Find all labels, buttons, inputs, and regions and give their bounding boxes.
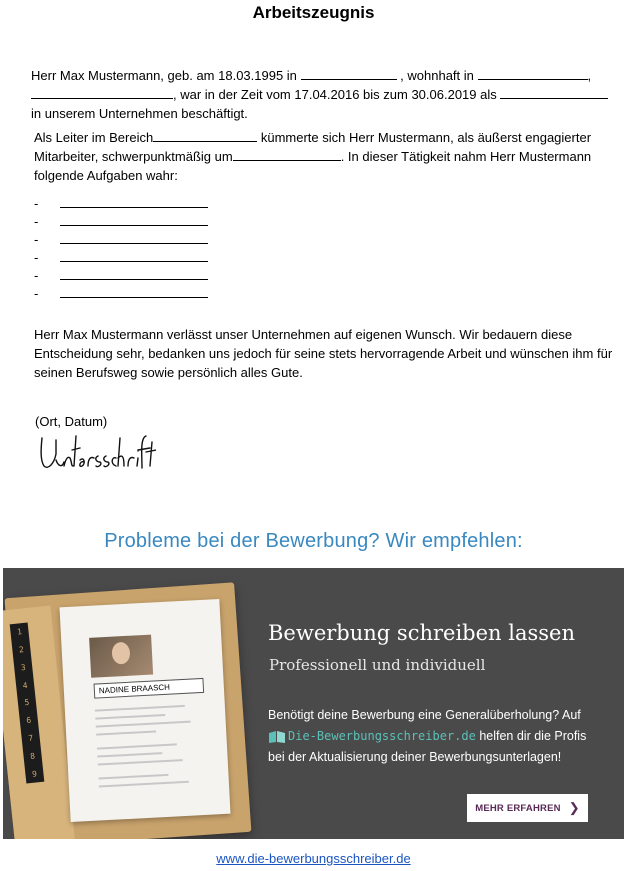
residence-blank — [478, 67, 588, 80]
intro-text-5: in unserem Unternehmen beschäftigt. — [31, 106, 248, 121]
role-text-2: kümmerte sich Herr Mustermann, als äußerst engagierter Mitarbeiter, schwerpunktmäßig um — [34, 130, 592, 164]
role-paragraph — [34, 128, 624, 185]
intro-text-4: , war in der Zeit vom 17.04.2016 bis zum 30.06.2019 als — [173, 87, 497, 102]
position-blank — [500, 86, 608, 99]
learn-more-button[interactable]: MEHR ERFAHREN ❯ — [467, 794, 588, 822]
promo-heading: Probleme bei der Bewerbung? Wir empfehlen: — [104, 530, 523, 552]
banner-title: Bewerbung schreiben lassen — [268, 621, 575, 645]
task-item: - — [34, 247, 208, 265]
task-blank — [60, 207, 208, 208]
website-link[interactable]: www.die-bewerbungsschreiber.de — [216, 851, 411, 866]
banner-description: Benötigt deine Bewerbung eine Generalüberholung? Auf Die-Bewerbungsschreiber.de helfen dir die Profis bei der Aktualisierung deiner Bewerbungsunterlagen! — [268, 708, 587, 764]
intro-text-3: , — [587, 68, 592, 83]
birthplace-blank — [301, 67, 397, 80]
intro-paragraph — [31, 66, 621, 123]
focus-blank — [233, 148, 341, 161]
brand-name: Die-Bewerbungsschreiber.de — [288, 729, 476, 743]
address-blank — [31, 86, 173, 99]
task-blank — [60, 279, 208, 280]
intro-text-2: , wohnhaft in — [400, 68, 474, 83]
task-list — [34, 193, 208, 301]
intro-text-1: Herr Max Mustermann, geb. am 18.03.1995 in — [31, 68, 297, 83]
closing-paragraph: Herr Max Mustermann verlässt unser Unternehmen auf eigenen Wunsch. Wir bedauern diese Entscheidung sehr, bedanken uns jedoch für seine stets hervorragende Arbeit und wünschen ihm für seinen Berufsweg sowie persönlich alles Gute. — [34, 327, 613, 380]
task-item: - — [34, 193, 208, 211]
task-blank — [60, 225, 208, 226]
task-item: - — [34, 265, 208, 283]
task-item: - — [34, 229, 208, 247]
place-date-label: (Ort, Datum) — [35, 414, 108, 429]
resume-name: NADINE BRAASCH — [94, 678, 205, 699]
banner-subtitle: Professionell und individuell — [269, 656, 486, 674]
department-blank — [153, 129, 257, 142]
task-item: - — [34, 283, 208, 301]
book-icon — [268, 730, 286, 744]
resume-sheet-image — [59, 599, 230, 822]
promo-banner[interactable] — [3, 568, 624, 839]
role-text-1: Als Leiter im Bereich — [34, 130, 154, 145]
task-item: - — [34, 211, 208, 229]
task-blank — [60, 297, 208, 298]
ruler-strip: 1 2 3 4 5 6 7 8 9 — [10, 622, 45, 783]
portrait-photo — [89, 635, 153, 678]
chevron-right-icon: ❯ — [568, 800, 580, 815]
handwritten-signature — [36, 426, 156, 476]
role-text-3: . In dieser Tätigkeit nahm Herr Mustermann folgende Aufgaben wahr: — [34, 149, 592, 183]
task-blank — [60, 261, 208, 262]
task-blank — [60, 243, 208, 244]
document-title: Arbeitszeugnis — [252, 3, 375, 22]
